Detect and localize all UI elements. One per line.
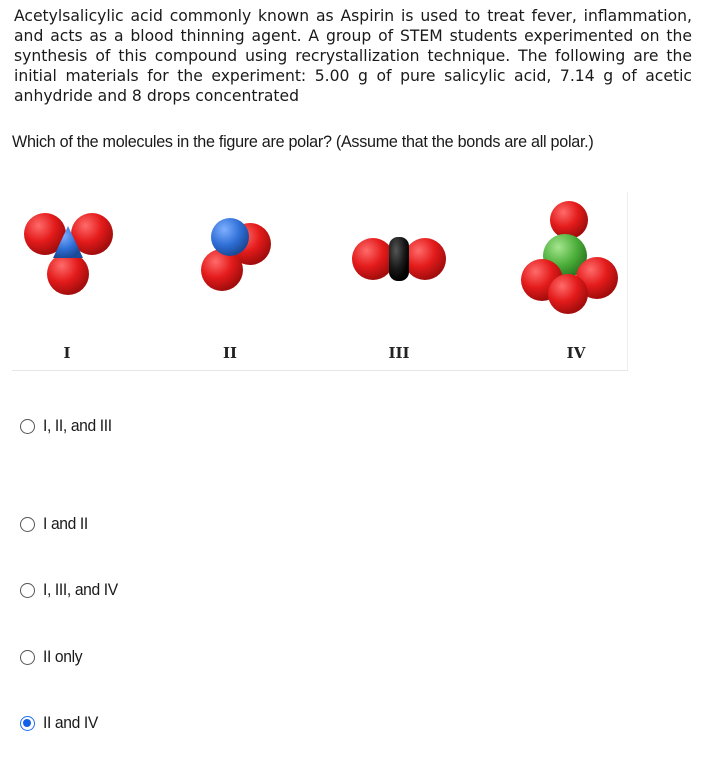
radio-button[interactable]	[20, 517, 35, 532]
answer-option-label: I, II, and III	[43, 416, 112, 435]
answer-option-1[interactable]	[20, 414, 118, 438]
molecule-label-i: I	[63, 344, 71, 362]
radio-button[interactable]	[20, 650, 35, 665]
molecule-ii-center-atom	[211, 218, 249, 256]
answer-option-3[interactable]	[20, 578, 124, 602]
molecule-ii	[201, 218, 271, 291]
answer-option-label: II only	[43, 647, 83, 666]
answer-option-5[interactable]	[20, 711, 103, 735]
radio-button[interactable]	[20, 583, 35, 598]
answer-option-2[interactable]	[20, 512, 92, 536]
molecule-figure	[12, 192, 628, 371]
answer-option-label: I, III, and IV	[43, 580, 118, 599]
radio-button[interactable]	[20, 419, 35, 434]
molecule-iii	[352, 237, 446, 281]
radio-button-selected[interactable]	[20, 716, 35, 731]
molecule-i-oxygen-bottom	[47, 253, 89, 295]
answer-option-label: I and II	[43, 514, 88, 533]
molecule-iv-oxygen-bottom	[548, 274, 588, 314]
molecule-figure-svg	[12, 192, 627, 370]
molecule-iii-center-atom	[389, 237, 409, 281]
molecule-label-iv: IV	[566, 344, 586, 362]
molecule-iii-oxygen-right	[404, 238, 446, 280]
molecule-label-ii: II	[222, 344, 238, 362]
answer-option-4[interactable]	[20, 645, 86, 669]
molecule-label-iii: III	[388, 344, 410, 362]
question-text: Which of the molecules in the figure are polar? (Assume that the bonds are all polar.)	[12, 132, 594, 151]
molecule-iv-oxygen-top	[550, 201, 588, 239]
molecule-iv	[521, 201, 618, 314]
answer-option-label: II and IV	[43, 713, 98, 732]
molecule-iii-oxygen-left	[352, 238, 394, 280]
passage-text: Acetylsalicylic acid commonly known as Aspirin is used to treat fever, inflammation, and acts as a blood thinning agent. A group of STEM students experimented on the synthesis of this compound using recrystallization technique. The following are the initial materials for the experiment: 5.00 g of pure salicylic acid, 7.14 g of acetic anhydride and 8 drops concentrated	[14, 7, 692, 105]
molecule-ii-oxygen-left	[201, 249, 243, 291]
molecule-i	[24, 213, 113, 295]
